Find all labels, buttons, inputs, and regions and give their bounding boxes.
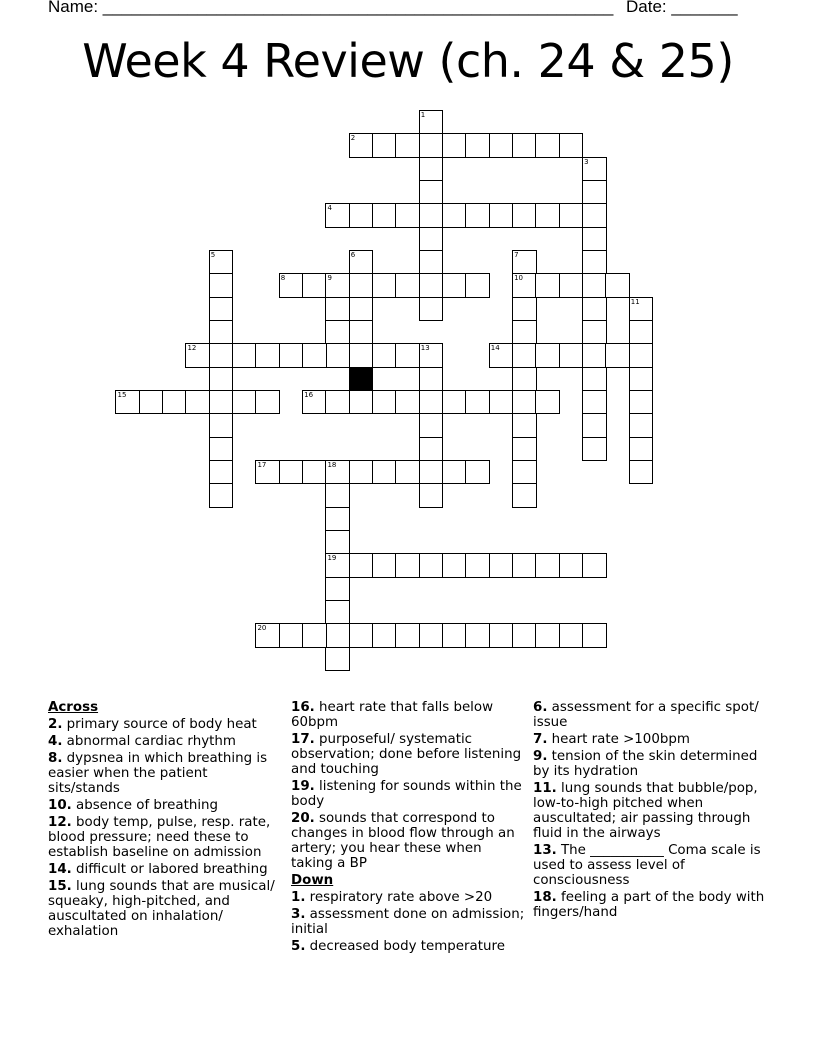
crossword-cell[interactable]	[209, 437, 234, 462]
crossword-cell[interactable]	[209, 273, 234, 298]
crossword-cell[interactable]	[582, 227, 607, 252]
clue-text: abnormal cardiac rhythm	[66, 734, 236, 749]
crossword-cell[interactable]	[465, 273, 490, 298]
clue-number: 15.	[48, 879, 72, 894]
crossword-cell[interactable]	[302, 460, 327, 485]
down-heading: Down	[291, 873, 334, 888]
clue-item	[533, 890, 765, 920]
crossword-cell[interactable]	[279, 273, 304, 298]
crossword-cell[interactable]	[325, 507, 350, 532]
crossword-cell[interactable]	[419, 390, 444, 415]
clue-number: 20.	[291, 811, 315, 826]
clue-number-label: 20	[257, 624, 267, 633]
clue-text: assessment for a specific spot/ issue	[533, 700, 759, 730]
crossword-cell[interactable]	[629, 437, 654, 462]
clue-item	[291, 779, 527, 809]
clue-item	[291, 732, 527, 777]
crossword-cell[interactable]	[279, 460, 304, 485]
clue-number: 13.	[533, 843, 557, 858]
clue-item	[48, 815, 280, 860]
crossword-cell[interactable]	[442, 273, 467, 298]
clue-number-label: 17	[257, 460, 267, 469]
clue-text: difficult or labored breathing	[76, 862, 268, 877]
crossword-cell[interactable]	[489, 553, 514, 578]
crossword-cell[interactable]	[419, 180, 444, 205]
clue-number: 5.	[291, 939, 306, 954]
crossword-cell[interactable]	[629, 390, 654, 415]
clue-number: 3.	[291, 907, 306, 922]
clue-number: 2.	[48, 717, 63, 732]
crossword-cell[interactable]	[349, 320, 374, 345]
clue-item	[291, 811, 527, 871]
clue-item	[48, 717, 280, 732]
crossword-cell[interactable]	[419, 437, 444, 462]
across-heading: Across	[48, 700, 99, 715]
clue-number: 16.	[291, 700, 315, 715]
crossword-cell[interactable]	[629, 297, 654, 322]
clue-text: lung sounds that bubble/pop, low-to-high pitched when auscultated; air passing through fluid in the airways	[533, 781, 758, 841]
crossword-cell[interactable]	[115, 390, 140, 415]
clue-number-label: 11	[630, 297, 640, 306]
clue-item	[533, 732, 765, 747]
crossword-cell[interactable]	[325, 530, 350, 555]
crossword-cell[interactable]	[582, 297, 607, 322]
crossword-cell[interactable]	[325, 297, 350, 322]
crossword-cell[interactable]	[372, 623, 397, 648]
crossword-cell[interactable]	[629, 343, 654, 368]
crossword-cell[interactable]	[559, 623, 584, 648]
clue-item	[533, 781, 765, 841]
crossword-cell[interactable]	[349, 250, 374, 275]
clue-text: absence of breathing	[76, 798, 219, 813]
crossword-cell[interactable]	[349, 273, 374, 298]
crossword-cell[interactable]	[512, 483, 537, 508]
crossword-cell[interactable]	[489, 623, 514, 648]
clue-item	[533, 749, 765, 779]
crossword-cell[interactable]	[582, 553, 607, 578]
crossword-cell[interactable]	[395, 343, 420, 368]
crossword-cell[interactable]	[442, 460, 467, 485]
crossword-cell[interactable]	[582, 390, 607, 415]
crossword-cell[interactable]	[512, 273, 537, 298]
crossword-cell[interactable]	[442, 203, 467, 228]
crossword-cell[interactable]	[419, 110, 444, 135]
crossword-cell[interactable]	[395, 460, 420, 485]
crossword-cell[interactable]	[512, 413, 537, 438]
crossword-cell[interactable]	[395, 273, 420, 298]
crossword-cell[interactable]	[442, 133, 467, 158]
crossword-cell[interactable]	[255, 390, 280, 415]
clue-text: heart rate that falls below 60bpm	[291, 700, 494, 730]
crossword-cell[interactable]	[465, 203, 490, 228]
crossword-cell[interactable]	[325, 460, 350, 485]
crossword-cell[interactable]	[395, 203, 420, 228]
crossword-cell[interactable]	[465, 133, 490, 158]
crossword-cell[interactable]	[302, 343, 327, 368]
crossword-cell[interactable]	[395, 390, 420, 415]
crossword-cell[interactable]	[372, 460, 397, 485]
clue-number: 14.	[48, 862, 72, 877]
clue-text: primary source of body heat	[66, 717, 257, 732]
crossword-cell[interactable]	[512, 367, 537, 392]
crossword-cell[interactable]	[582, 343, 607, 368]
clues-column-2	[291, 700, 527, 956]
crossword-cell[interactable]	[185, 390, 210, 415]
crossword-black-cell	[349, 367, 374, 392]
crossword-cell[interactable]	[582, 273, 607, 298]
crossword-cell[interactable]	[419, 227, 444, 252]
crossword-cell[interactable]	[465, 390, 490, 415]
crossword-cell[interactable]	[582, 180, 607, 205]
name-field[interactable]: Name: ______________________________________________________	[48, 0, 614, 16]
crossword-cell[interactable]	[419, 413, 444, 438]
crossword-cell[interactable]	[419, 203, 444, 228]
crossword-cell[interactable]	[512, 297, 537, 322]
crossword-cell[interactable]	[349, 390, 374, 415]
clue-number-label: 4	[327, 204, 332, 213]
clue-number: 17.	[291, 732, 315, 747]
crossword-cell[interactable]	[489, 390, 514, 415]
crossword-cell[interactable]	[349, 133, 374, 158]
crossword-cell[interactable]	[582, 203, 607, 228]
crossword-cell[interactable]	[325, 390, 350, 415]
clue-text: The ___________ Coma scale is used to assess level of consciousness	[533, 843, 761, 888]
crossword-cell[interactable]	[349, 297, 374, 322]
clue-item	[291, 939, 527, 954]
crossword-cell[interactable]	[559, 133, 584, 158]
crossword-cell[interactable]	[372, 273, 397, 298]
clue-number-label: 10	[514, 274, 524, 283]
crossword-cell[interactable]	[442, 553, 467, 578]
crossword-cell[interactable]	[419, 250, 444, 275]
crossword-cell[interactable]	[419, 553, 444, 578]
crossword-cell[interactable]	[512, 343, 537, 368]
crossword-cell[interactable]	[605, 273, 630, 298]
clue-number-label: 8	[280, 274, 286, 283]
crossword-cell[interactable]	[489, 133, 514, 158]
crossword-cell[interactable]	[302, 390, 327, 415]
clue-number-label: 1	[420, 111, 426, 119]
crossword-cell[interactable]	[465, 623, 490, 648]
crossword-cell[interactable]	[209, 390, 234, 415]
crossword-cell[interactable]	[489, 343, 514, 368]
crossword-cell[interactable]	[559, 273, 584, 298]
crossword-cell[interactable]	[325, 343, 350, 368]
crossword-cell[interactable]	[629, 460, 654, 485]
crossword-cell[interactable]	[605, 343, 630, 368]
crossword-cell[interactable]	[535, 553, 560, 578]
crossword-cell[interactable]	[419, 297, 444, 322]
clue-number: 18.	[533, 890, 557, 905]
clue-text: listening for sounds within the body	[291, 779, 522, 809]
crossword-cell[interactable]	[629, 413, 654, 438]
clue-number-label: 9	[327, 274, 332, 283]
page-title: Week 4 Review (ch. 24 & 25)	[82, 34, 734, 88]
crossword-cell[interactable]	[279, 623, 304, 648]
crossword-cell[interactable]	[349, 460, 374, 485]
crossword-cell[interactable]	[349, 343, 374, 368]
crossword-cell[interactable]	[279, 343, 304, 368]
crossword-cell[interactable]	[325, 623, 350, 648]
clue-number-label: 16	[304, 390, 314, 399]
crossword-cell[interactable]	[372, 203, 397, 228]
crossword-cell[interactable]	[419, 483, 444, 508]
clue-number: 10.	[48, 798, 72, 813]
crossword-cell[interactable]	[395, 133, 420, 158]
clue-item	[533, 700, 765, 730]
crossword-cell[interactable]	[232, 343, 257, 368]
clue-item	[48, 734, 280, 749]
crossword-cell[interactable]	[512, 320, 537, 345]
crossword-cell[interactable]	[582, 320, 607, 345]
crossword-cell[interactable]	[535, 343, 560, 368]
crossword-cell[interactable]	[372, 133, 397, 158]
crossword-cell[interactable]	[325, 553, 350, 578]
crossword-cell[interactable]	[325, 320, 350, 345]
crossword-cell[interactable]	[255, 623, 280, 648]
crossword-cell[interactable]	[442, 390, 467, 415]
clue-text: body temp, pulse, resp. rate, blood pressure; need these to establish baseline on admission	[48, 815, 271, 860]
crossword-cell[interactable]	[162, 390, 187, 415]
crossword-cell[interactable]	[419, 623, 444, 648]
crossword-cell[interactable]	[209, 320, 234, 345]
crossword-cell[interactable]	[582, 623, 607, 648]
clue-number: 4.	[48, 734, 63, 749]
crossword-cell[interactable]	[325, 647, 350, 672]
clue-number: 12.	[48, 815, 72, 830]
crossword-cell[interactable]	[559, 203, 584, 228]
clue-number: 6.	[533, 700, 548, 715]
clue-item	[48, 879, 280, 939]
clue-item	[291, 890, 527, 905]
clue-number-label: 2	[350, 134, 356, 143]
clues-column-1	[48, 700, 280, 941]
crossword-cell[interactable]	[325, 273, 350, 298]
crossword-cell[interactable]	[512, 203, 537, 228]
crossword-cell[interactable]	[559, 343, 584, 368]
crossword-cell[interactable]	[372, 343, 397, 368]
crossword-cell[interactable]	[372, 553, 397, 578]
crossword-cell[interactable]	[349, 553, 374, 578]
clue-item	[291, 907, 527, 937]
crossword-cell[interactable]	[512, 623, 537, 648]
crossword-cell[interactable]	[489, 203, 514, 228]
clue-number: 9.	[533, 749, 548, 764]
clue-number-label: 12	[187, 344, 197, 353]
crossword-cell[interactable]	[349, 623, 374, 648]
crossword-cell[interactable]	[419, 273, 444, 298]
crossword-cell[interactable]	[535, 203, 560, 228]
clue-text: feeling a part of the body with fingers/hand	[533, 890, 765, 920]
crossword-cell[interactable]	[185, 343, 210, 368]
crossword-cell[interactable]	[442, 623, 467, 648]
crossword-cell[interactable]	[139, 390, 164, 415]
clue-number-label: 18	[327, 460, 337, 469]
crossword-cell[interactable]	[302, 623, 327, 648]
crossword-cell[interactable]	[512, 250, 537, 275]
clue-item	[48, 751, 280, 796]
crossword-cell[interactable]	[325, 483, 350, 508]
clue-number-label: 19	[327, 554, 337, 563]
crossword-cell[interactable]	[419, 367, 444, 392]
crossword-cell[interactable]	[302, 273, 327, 298]
crossword-cell[interactable]	[535, 133, 560, 158]
clue-number: 1.	[291, 890, 306, 905]
crossword-cell[interactable]	[325, 577, 350, 602]
crossword-cell[interactable]	[512, 460, 537, 485]
clue-number: 19.	[291, 779, 315, 794]
crossword-cell[interactable]	[465, 460, 490, 485]
clue-item	[48, 862, 280, 877]
clue-number-label: 7	[514, 250, 519, 259]
crossword-cell[interactable]	[419, 157, 444, 182]
clue-text: decreased body temperature	[309, 939, 505, 954]
crossword-cell[interactable]	[395, 623, 420, 648]
crossword-cell[interactable]	[395, 553, 420, 578]
crossword-cell[interactable]	[419, 460, 444, 485]
crossword-cell[interactable]	[209, 343, 234, 368]
crossword-cell[interactable]	[582, 413, 607, 438]
crossword-cell[interactable]	[629, 320, 654, 345]
crossword-cell[interactable]	[349, 203, 374, 228]
crossword-cell[interactable]	[535, 623, 560, 648]
crossword-cell[interactable]	[465, 553, 490, 578]
crossword-cell[interactable]	[512, 390, 537, 415]
clue-item	[291, 700, 527, 730]
clue-number: 8.	[48, 751, 63, 766]
crossword-cell[interactable]	[255, 460, 280, 485]
clue-text: tension of the skin determined by its hydration	[533, 749, 758, 779]
clue-number-label: 3	[584, 157, 589, 166]
crossword-cell[interactable]	[535, 273, 560, 298]
clue-item	[48, 798, 280, 813]
clue-text: heart rate >100bpm	[551, 732, 690, 747]
clue-number-label: 5	[210, 250, 216, 259]
clue-number: 11.	[533, 781, 557, 796]
crossword-cell[interactable]	[255, 343, 280, 368]
crossword-cell[interactable]	[325, 600, 350, 625]
crossword-cell[interactable]	[582, 157, 607, 182]
crossword-cell[interactable]	[209, 250, 234, 275]
crossword-cell[interactable]	[209, 297, 234, 322]
clue-text: lung sounds that are musical/ squeaky, high-pitched, and auscultated on inhalation/ exhalation	[48, 879, 275, 939]
clue-text: sounds that correspond to changes in blood flow through an artery; you hear these when taking a BP	[291, 811, 515, 871]
clues-column-3	[533, 700, 765, 922]
crossword-cell[interactable]	[629, 367, 654, 392]
clue-text: dypsnea in which breathing is easier when the patient sits/stands	[48, 751, 268, 796]
clue-text: purposeful/ systematic observation; done before listening and touching	[291, 732, 522, 777]
crossword-cell[interactable]	[419, 133, 444, 158]
crossword-cell[interactable]	[582, 437, 607, 462]
clue-item	[533, 843, 765, 888]
clue-number-label: 14	[490, 344, 500, 353]
crossword-cell[interactable]	[209, 413, 234, 438]
crossword-cell[interactable]	[512, 133, 537, 158]
date-field[interactable]: Date: _______	[626, 0, 738, 16]
crossword-cell[interactable]	[325, 203, 350, 228]
clue-number-label: 13	[420, 344, 430, 353]
crossword-cell[interactable]	[512, 553, 537, 578]
crossword-cell[interactable]	[232, 390, 257, 415]
crossword-cell[interactable]	[512, 437, 537, 462]
clue-number: 7.	[533, 732, 548, 747]
crossword-cell[interactable]	[372, 390, 397, 415]
crossword-cell[interactable]	[559, 553, 584, 578]
clue-text: assessment done on admission; initial	[291, 907, 525, 937]
crossword-cell[interactable]	[419, 343, 444, 368]
crossword-cell[interactable]	[209, 460, 234, 485]
crossword-cell[interactable]	[535, 390, 560, 415]
clue-number-label: 6	[350, 250, 356, 259]
crossword-cell[interactable]	[582, 367, 607, 392]
clue-text: respiratory rate above >20	[309, 890, 493, 905]
crossword-cell[interactable]	[209, 483, 234, 508]
clue-number-label: 15	[117, 390, 127, 399]
crossword-cell[interactable]	[582, 250, 607, 275]
crossword-cell[interactable]	[209, 367, 234, 392]
